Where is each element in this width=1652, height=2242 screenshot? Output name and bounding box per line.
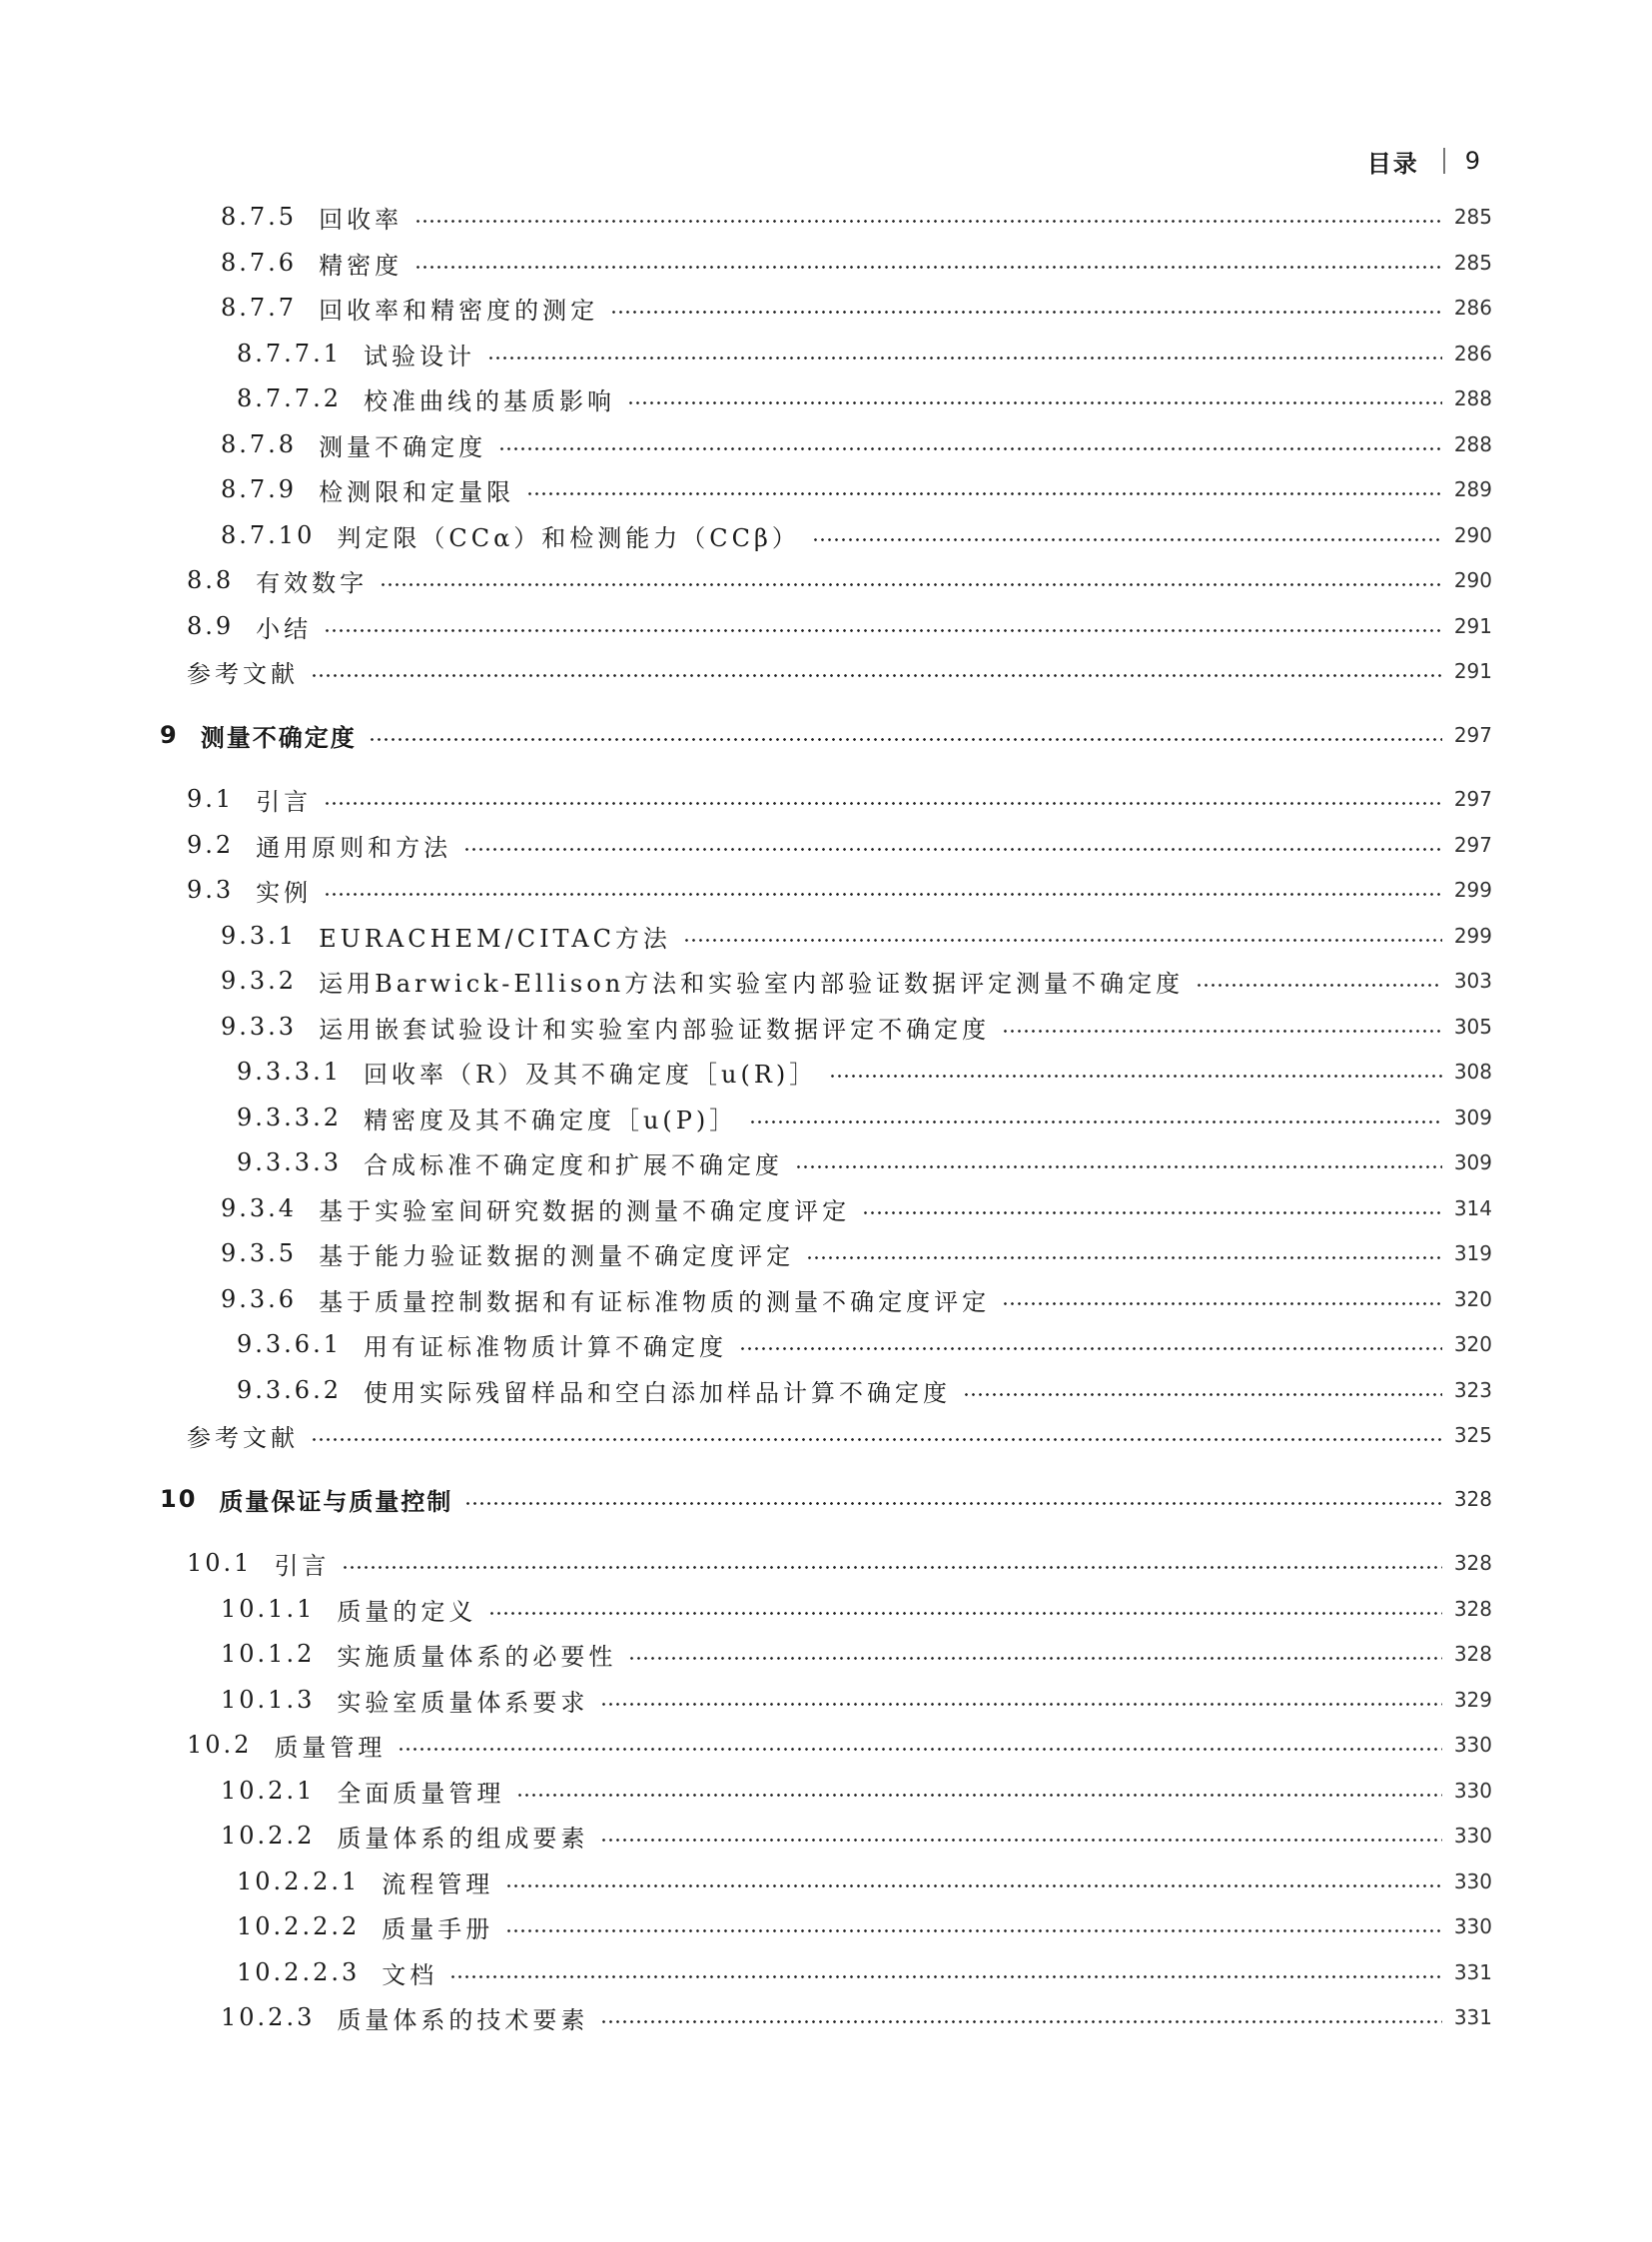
toc-title: 文档 [382,1960,438,1989]
toc-page: 328 [1453,1642,1492,1666]
page-header [1367,139,1480,183]
toc-number: 10.2.2 [221,1822,316,1850]
toc-page: 290 [1453,568,1492,592]
toc-entry[interactable] [221,515,1492,555]
toc-entry[interactable] [237,1370,1492,1410]
toc-page: 297 [1453,787,1492,811]
dot-leader [324,802,1442,805]
toc-entry[interactable] [221,1233,1492,1273]
dot-leader [505,1884,1442,1887]
toc-number: 9.3.2 [221,967,298,995]
toc-page: 330 [1453,1733,1492,1757]
toc-page: 331 [1453,2005,1492,2029]
toc-chapter[interactable] [160,1479,1492,1519]
toc-entry[interactable] [221,1007,1492,1047]
toc-page: 331 [1453,1960,1492,1984]
toc-page: 303 [1453,969,1492,993]
dot-leader [498,447,1442,450]
toc-title: 基于能力验证数据的测量不确定度评定 [319,1241,795,1270]
toc-title: 回收率 [319,205,404,234]
toc-title: 质量管理 [274,1733,387,1762]
toc-number: 8.7.8 [221,430,298,458]
toc-entry[interactable] [187,1543,1492,1583]
toc-page: 288 [1453,386,1492,410]
dot-leader [398,1748,1441,1751]
toc-number: 8.7.7 [221,294,298,322]
toc-title: 质量保证与质量控制 [219,1487,453,1516]
toc-page: 308 [1453,1060,1492,1084]
dot-leader [749,1121,1442,1123]
toc-title: 检测限和定量限 [319,477,515,506]
toc-title: 引言 [274,1551,331,1580]
toc-number: 9.3.3.3 [237,1148,342,1176]
dot-leader [380,583,1442,586]
toc-title: 测量不确定度 [319,432,487,461]
toc-number: 8.8 [187,566,235,594]
toc-entry[interactable] [221,1634,1492,1674]
toc-title: 校准曲线的基质影响 [363,386,615,415]
toc-number: 9.3.3.2 [237,1104,342,1131]
toc-title: 流程管理 [382,1869,494,1898]
toc-entry[interactable] [221,243,1492,283]
toc-page: 285 [1453,251,1492,275]
toc-title: 精密度及其不确定度［u(P)］ [363,1106,738,1134]
dot-leader [464,1502,1441,1505]
dot-leader [806,1256,1442,1259]
toc-page: 314 [1453,1196,1492,1220]
toc-number: 9.3.6 [221,1285,298,1313]
dot-leader [628,1657,1441,1660]
toc-number: 10.2.3 [221,2003,316,2031]
toc-entry[interactable] [221,197,1492,237]
dot-leader [488,1612,1441,1615]
dot-leader [1196,984,1442,987]
dot-leader [414,220,1442,223]
toc-page: 330 [1453,1869,1492,1893]
toc-title: EURACHEM/CITAC方法 [319,924,671,953]
toc-entry[interactable] [221,469,1492,509]
toc-entry[interactable] [221,961,1492,1001]
toc-number: 10.1 [187,1549,253,1577]
toc-page: 286 [1453,296,1492,320]
toc-page: 299 [1453,878,1492,902]
toc-entry[interactable] [221,424,1492,464]
toc-title: 测量不确定度 [200,723,357,752]
header-title: 目录 [1366,149,1419,178]
header-page-number: 9 [1464,147,1480,175]
toc-title: 用有证标准物质计算不确定度 [363,1332,727,1361]
toc-number: 10.2.2.1 [237,1868,361,1895]
toc-number: 10.1.2 [221,1640,316,1668]
toc-entry[interactable] [221,1771,1492,1811]
toc-page: 330 [1453,1779,1492,1803]
toc-number: 8.7.5 [221,203,298,231]
dot-leader [342,1566,1441,1569]
toc-entry[interactable] [237,1906,1492,1946]
toc-title: 判定限（CCα）和检测能力（CCβ） [337,523,800,552]
toc-page: 290 [1453,523,1492,547]
dot-leader [487,357,1442,360]
toc-number: 8.7.7.2 [237,384,342,412]
dot-leader [516,1794,1441,1797]
toc-number: 8.7.9 [221,475,298,503]
toc-title: 小结 [256,614,313,643]
toc-number: 9.3.4 [221,1194,298,1222]
toc-title: 使用实际残留样品和空白添加样品计算不确定度 [363,1378,951,1407]
toc-number: 9.3.3.1 [237,1058,342,1086]
toc-entry[interactable] [221,288,1492,328]
toc-page: 328 [1453,1487,1492,1511]
dot-leader [311,1438,1442,1441]
toc-number: 9.3.6.1 [237,1330,342,1358]
toc-title: 参考文献 [187,1423,299,1452]
toc-entry[interactable] [237,378,1492,418]
toc-page: 297 [1453,723,1492,747]
dot-leader [812,538,1442,541]
toc-title: 实验室质量体系要求 [337,1688,589,1717]
toc-entry[interactable] [221,1589,1492,1629]
dot-leader [463,848,1442,851]
toc-title: 质量的定义 [337,1597,477,1626]
toc-page: 319 [1453,1241,1492,1265]
dot-leader [1002,1030,1442,1033]
toc-number: 9.3.6.2 [237,1376,342,1404]
toc-entry[interactable] [187,606,1492,646]
toc-entry[interactable] [237,1098,1492,1137]
dot-leader [829,1075,1442,1078]
toc-entry[interactable] [187,870,1492,910]
toc-entry[interactable] [221,916,1492,956]
toc-title: 全面质量管理 [337,1779,505,1808]
toc-title: 精密度 [319,251,404,280]
toc-page: 328 [1453,1551,1492,1575]
dot-leader [963,1393,1442,1396]
toc-page: 291 [1453,659,1492,683]
toc-number: 10.2.2.2 [237,1912,361,1940]
dot-leader [683,939,1442,942]
toc-number: 9.3.5 [221,1239,298,1267]
toc-title: 合成标准不确定度和扩展不确定度 [363,1150,783,1179]
toc-number: 9.2 [187,831,235,859]
toc-page: 291 [1453,614,1492,638]
toc-title: 质量手册 [382,1914,494,1943]
dot-leader [610,311,1442,314]
toc-page: 285 [1453,205,1492,229]
header-divider [1443,148,1445,174]
toc-page: 297 [1453,833,1492,857]
toc-number: 8.7.10 [221,521,316,549]
dot-leader [414,266,1442,269]
dot-leader [324,629,1442,632]
toc-number: 8.9 [187,612,235,640]
toc-title: 运用嵌套试验设计和实验室内部验证数据评定不确定度 [319,1015,991,1044]
toc-page: 309 [1453,1150,1492,1174]
toc-chapter[interactable] [160,715,1492,755]
toc-page: 329 [1453,1688,1492,1712]
toc-title: 质量体系的组成要素 [337,1824,589,1853]
toc-number: 10.1.3 [221,1686,316,1714]
toc-entry[interactable] [221,1816,1492,1856]
toc-page: 320 [1453,1332,1492,1356]
toc-title: 引言 [256,787,313,816]
dot-leader [600,1839,1441,1842]
dot-leader [369,738,1442,741]
toc-entry[interactable] [187,779,1492,819]
toc-entry[interactable] [237,334,1492,374]
toc-number: 10.2.2.3 [237,1958,361,1986]
toc-entry[interactable] [187,1725,1492,1765]
toc-page: 328 [1453,1597,1492,1621]
toc-title: 通用原则和方法 [256,833,452,862]
toc-page: 323 [1453,1378,1492,1402]
toc-entry[interactable] [237,1862,1492,1901]
toc-title: 实施质量体系的必要性 [337,1642,617,1671]
toc-entry[interactable] [237,1052,1492,1092]
dot-leader [600,1703,1441,1706]
dot-leader [627,401,1442,404]
toc-title: 实例 [256,878,313,907]
toc-entry[interactable] [187,560,1492,600]
toc-title: 有效数字 [256,568,369,597]
toc-number: 10.2.1 [221,1777,316,1805]
dot-leader [1002,1302,1442,1305]
toc-entry[interactable] [187,825,1492,865]
dot-leader [324,893,1442,896]
toc-title: 基于质量控制数据和有证标准物质的测量不确定度评定 [319,1287,991,1316]
toc-page: 309 [1453,1106,1492,1129]
toc-number: 10 [160,1485,198,1513]
toc-page: 330 [1453,1914,1492,1938]
toc-page: 299 [1453,924,1492,948]
toc-title: 基于实验室间研究数据的测量不确定度评定 [319,1196,851,1225]
toc-number: 9 [160,721,179,749]
toc-number: 10.1.1 [221,1595,316,1623]
dot-leader [862,1211,1442,1214]
toc-entry[interactable] [221,1279,1492,1319]
dot-leader [449,1975,1442,1978]
toc-entry[interactable] [237,1952,1492,1992]
toc-entry-references[interactable] [187,1415,1492,1455]
toc-number: 9.3 [187,876,235,904]
toc-entry[interactable] [237,1324,1492,1364]
toc-page: 289 [1453,477,1492,501]
toc-page: 286 [1453,342,1492,366]
toc-entry[interactable] [221,1997,1492,2037]
toc-title: 参考文献 [187,659,299,688]
toc-title: 质量体系的技术要素 [337,2005,589,2034]
toc-number: 9.1 [187,785,235,813]
dot-leader [795,1165,1442,1168]
toc-page: 325 [1453,1423,1492,1447]
toc-number: 8.7.7.1 [237,340,342,368]
toc-page: 330 [1453,1824,1492,1848]
dot-leader [505,1929,1442,1932]
toc-title: 运用Barwick-Ellison方法和实验室内部验证数据评定测量不确定度 [319,969,1185,998]
toc-title: 回收率（R）及其不确定度［u(R)］ [363,1060,818,1089]
toc-number: 9.3.1 [221,922,298,950]
toc-number: 8.7.6 [221,249,298,277]
toc-title: 试验设计 [363,342,475,371]
toc-page: 320 [1453,1287,1492,1311]
toc-page: 305 [1453,1015,1492,1039]
toc-number: 10.2 [187,1731,253,1759]
dot-leader [739,1347,1442,1350]
toc-entry-references[interactable] [187,651,1492,691]
toc-entry[interactable] [221,1188,1492,1228]
dot-leader [600,2020,1441,2023]
toc-number: 9.3.3 [221,1013,298,1041]
toc-entry[interactable] [221,1680,1492,1720]
toc-entry[interactable] [237,1142,1492,1182]
dot-leader [311,674,1442,677]
dot-leader [526,492,1442,495]
toc-page: 288 [1453,432,1492,456]
toc-title: 回收率和精密度的测定 [319,296,599,325]
